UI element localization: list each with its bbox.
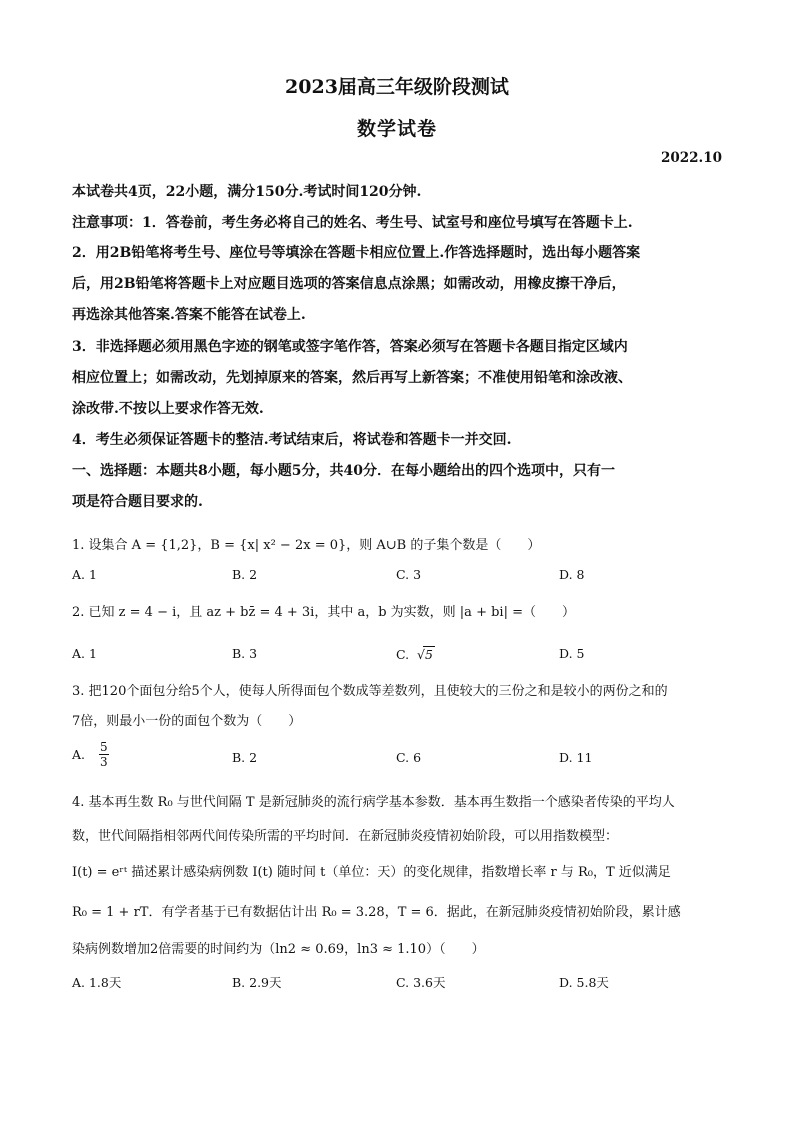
question-1-text: 1. 设集合 A = {1,2}，B = {x| x² − 2x = 0}，则 A∪B 的子集个数是（ ） <box>72 538 541 553</box>
question-1-option-b: B. 2 <box>232 567 258 582</box>
question-2-option-c-label: C. <box>396 647 410 662</box>
fraction-numerator: 5 <box>100 740 108 754</box>
exam-date: 2022.10 <box>660 150 722 166</box>
fraction-denominator: 3 <box>100 755 108 769</box>
section-heading-line-2: 项是符合题目要求的. <box>72 494 203 510</box>
question-1-option-a: A. 1 <box>72 567 97 582</box>
question-3-option-a-label: A. <box>72 747 86 762</box>
question-4-option-b: B. 2.9天 <box>232 975 282 990</box>
question-4-line-2: 数，世代间隔指相邻两代间传染所需的平均时间．在新冠肺炎疫情初始阶段，可以用指数模型： <box>72 829 619 844</box>
question-2-option-c <box>396 646 435 662</box>
question-3-option-b: B. 2 <box>232 750 258 765</box>
question-3-option-c: C. 6 <box>396 750 422 765</box>
notice-line-8: 涂改带.不按以上要求作答无效. <box>72 401 264 417</box>
question-1-option-d: D. 8 <box>559 567 585 582</box>
section-heading-line-1: 一、选择题：本题共8小题，每小题5分，共40分．在每小题给出的四个选项中，只有一 <box>72 463 615 479</box>
fraction <box>99 740 109 769</box>
question-4-option-c: C. 3.6天 <box>396 975 446 990</box>
notice-line-2: 注意事项：1．答卷前，考生务必将自己的姓名、考生号、试室号和座位号填写在答题卡上. <box>72 215 633 231</box>
question-3-option-a <box>72 740 109 769</box>
question-4-line-4: R₀ = 1 + rT．有学者基于已有数据估计出 R₀ = 3.28，T = 6．据此，在新冠肺炎疫情初始阶段，累计感 <box>72 905 681 920</box>
question-2-option-a: A. 1 <box>72 646 97 661</box>
exam-subtitle: 数学试卷 <box>356 118 437 140</box>
notice-line-4: 后，用2B铅笔将答题卡上对应题目选项的答案信息点涂黑；如需改动，用橡皮擦干净后， <box>72 276 626 292</box>
question-4-line-3: I(t) = eʳᵗ 描述累计感染病例数 I(t) 随时间 t（单位：天）的变化规律，指数增长率 r 与 R₀，T 近似满足 <box>72 865 671 880</box>
question-4-line-5: 染病例数增加2倍需要的时间约为（ln2 ≈ 0.69，ln3 ≈ 1.10）（ ） <box>72 942 485 957</box>
notice-line-5: 再选涂其他答案.答案不能答在试卷上. <box>72 307 306 323</box>
notice-line-6: 3．非选择题必须用黑色字迹的钢笔或签字笔作答，答案必须写在答题卡各题目指定区域内 <box>72 339 628 355</box>
question-2-text: 2. 已知 z = 4 − i，且 az + bz̄ = 4 + 3i，其中 a，b 为实数，则 |a + bi| =（ ） <box>72 605 575 620</box>
question-4-line-1: 4. 基本再生数 R₀ 与世代间隔 T 是新冠肺炎的流行病学基本参数．基本再生数指一个感染者传染的平均人 <box>72 795 675 810</box>
question-2-option-d: D. 5 <box>559 646 585 661</box>
question-4-option-a: A. 1.8天 <box>72 975 122 990</box>
notice-line-3: 2．用2B铅笔将考生号、座位号等填涂在答题卡相应位置上.作答选择题时，选出每小题答案 <box>72 245 641 261</box>
question-3-line-2: 7倍，则最小一份的面包个数为（ ） <box>72 714 302 729</box>
question-3-option-d: D. 11 <box>559 750 593 765</box>
exam-title: 2023届高三年级阶段测试 <box>285 76 509 98</box>
question-1-option-c: C. 3 <box>396 567 422 582</box>
question-2-option-b: B. 3 <box>232 646 258 661</box>
question-2-option-c-radicand: 5 <box>425 647 433 662</box>
question-3-line-1: 3. 把120个面包分给5个人，使每人所得面包个数成等差数列，且使较大的三份之和是较小的两份之和的 <box>72 684 668 699</box>
notice-line-7: 相应位置上；如需改动，先划掉原来的答案，然后再写上新答案；不准使用铅笔和涂改液、 <box>72 370 632 386</box>
notice-line-9: 4．考生必须保证答题卡的整洁.考试结束后，将试卷和答题卡一并交回. <box>72 432 512 448</box>
notice-line-1: 本试卷共4页，22小题，满分150分.考试时间120分钟. <box>72 184 422 200</box>
question-4-option-d: D. 5.8天 <box>559 975 609 990</box>
square-root-icon: √ <box>413 647 426 662</box>
